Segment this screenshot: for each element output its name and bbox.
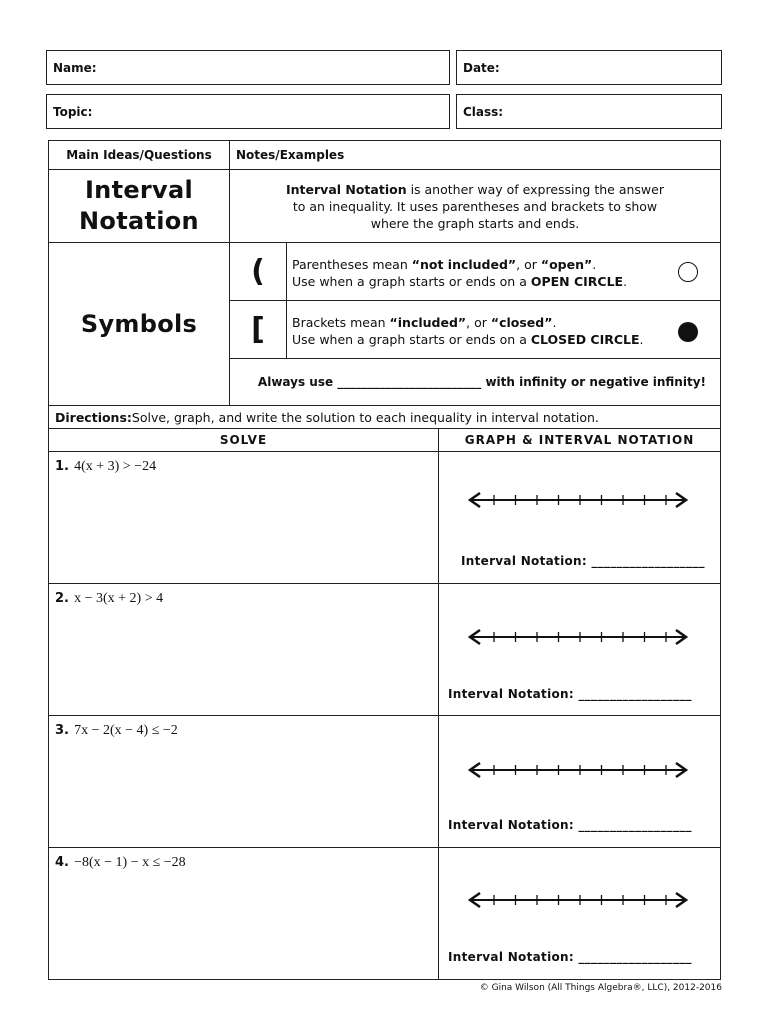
interval-notation-label: Interval Notation: __________________ <box>448 687 692 701</box>
copyright: © Gina Wilson (All Things Algebra®, LLC), 2012-2016 <box>479 983 722 993</box>
paren-text-open: “open” <box>540 257 593 272</box>
interval-desc-line3: where the graph starts and ends. <box>370 215 580 231</box>
symbols-title-cell <box>48 242 230 406</box>
directions-text: Solve, graph, and write the solution to each inequality in interval notation. <box>131 409 599 425</box>
solve-header: SOLVE <box>48 428 439 452</box>
paren-text-3: . <box>592 257 597 272</box>
problem-expression: 7x − 2(x − 4) ≤ −2 <box>74 723 178 738</box>
date-label: Date: <box>463 60 500 75</box>
problem-number: 2. <box>55 591 69 606</box>
interval-notation-label: Interval Notation: __________________ <box>448 818 692 832</box>
bracket-text-3: . <box>552 315 557 330</box>
closed-circle-icon <box>678 322 698 342</box>
number-line[interactable] <box>466 760 692 780</box>
bracket-description <box>286 300 721 359</box>
problem-number: 1. <box>55 459 69 474</box>
name-label: Name: <box>53 60 97 75</box>
paren-description <box>286 242 721 301</box>
bracket-text-1: Brackets mean <box>292 315 390 330</box>
directions <box>48 405 721 429</box>
topic-label: Topic: <box>53 104 93 119</box>
topic-field[interactable] <box>46 94 450 129</box>
interval-desc-bold: Interval Notation <box>286 181 407 197</box>
paren-text-not-included: “not included” <box>411 257 517 272</box>
interval-notation-title <box>48 169 230 243</box>
class-label: Class: <box>463 104 504 119</box>
problem-expression: x − 3(x + 2) > 4 <box>74 591 164 606</box>
solve-cell[interactable] <box>48 583 439 716</box>
class-field[interactable] <box>456 94 722 129</box>
paren-text-open-circle: OPEN CIRCLE <box>530 274 624 289</box>
problem-number: 4. <box>55 855 69 870</box>
bracket-text-included: “included” <box>389 315 467 330</box>
symbols-title: Symbols <box>80 309 198 338</box>
bracket-text-2: , or <box>466 315 491 330</box>
bracket-text-closed-circle: CLOSED CIRCLE <box>530 332 640 347</box>
interval-desc-line2: to an inequality. It uses parentheses and brackets to show <box>292 198 658 214</box>
always-use-note: Always use ________________________ with infinity or negative infinity! <box>229 358 721 406</box>
col-main-ideas-header: Main Ideas/Questions <box>48 140 230 170</box>
col-notes-header: Notes/Examples <box>229 140 721 170</box>
solve-cell[interactable] <box>48 451 439 584</box>
paren-text-4: Use when a graph starts or ends on a <box>292 274 531 289</box>
graph-header: GRAPH & INTERVAL NOTATION <box>438 428 721 452</box>
interval-notation-description <box>229 169 721 243</box>
solve-cell[interactable] <box>48 847 439 980</box>
problem-number: 3. <box>55 723 69 738</box>
interval-title-line1: Interval <box>84 176 194 204</box>
paren-text-2: , or <box>516 257 541 272</box>
interval-notation-label: Interval Notation: __________________ <box>448 950 692 964</box>
number-line[interactable] <box>466 890 692 910</box>
interval-desc-rest: is another way of expressing the answer <box>406 181 664 197</box>
interval-title-line2: Notation <box>79 207 199 235</box>
interval-notation-label: Interval Notation: __________________ <box>461 554 705 568</box>
date-field[interactable] <box>456 50 722 85</box>
name-field[interactable] <box>46 50 450 85</box>
number-line[interactable] <box>466 490 692 510</box>
problem-expression: 4(x + 3) > −24 <box>74 459 157 474</box>
open-circle-icon <box>678 262 698 282</box>
paren-text-1: Parentheses mean <box>292 257 412 272</box>
solve-cell[interactable] <box>48 715 439 848</box>
bracket-text-4: Use when a graph starts or ends on a <box>292 332 531 347</box>
directions-label: Directions: <box>55 409 132 425</box>
bracket-symbol: [ <box>229 300 287 359</box>
bracket-text-closed: “closed” <box>490 315 553 330</box>
problem-expression: −8(x − 1) − x ≤ −28 <box>74 855 186 870</box>
bracket-text-5: . <box>639 332 644 347</box>
number-line[interactable] <box>466 627 692 647</box>
paren-text-5: . <box>623 274 628 289</box>
paren-symbol: ( <box>229 242 287 301</box>
